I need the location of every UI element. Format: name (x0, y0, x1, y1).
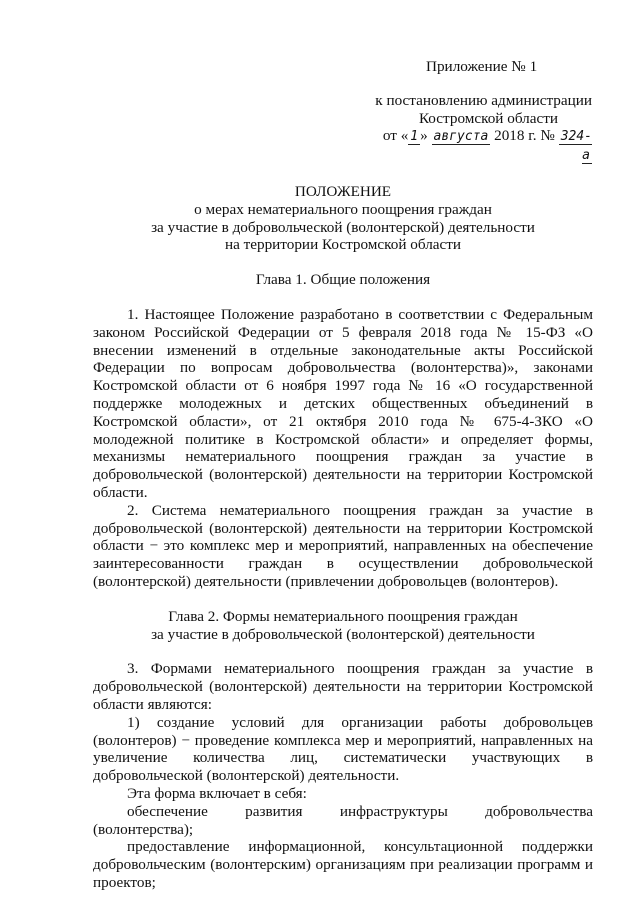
date-mid: » (420, 127, 428, 145)
document-body (93, 183, 593, 892)
decree-month: августа (433, 129, 489, 145)
date-prefix: от « (382, 127, 409, 145)
decree-number: 324-а (560, 129, 592, 164)
paragraph-1: 1. Настоящее Положение разработано в соответствии с Федеральным законом Российской Федерации от 5 февраля 2018 года № 15-ФЗ «О внесении изменений в отдельные законодательные акты Российской Федерации по вопросам добровольчества (волонтерства)», законами Костромской области от 6 ноября 1997 года № 16 «О государственной поддержке молодежных и детских общественных объединений в Костромской области», от 21 октября 2010 года № 675-4-ЗКО «О молодежной политике в Костромской области» и определяет формы, механизмы нематериального поощрения граждан за участие в добровольческой (волонтерской) деятельности на территории Костромской области. (93, 305, 593, 501)
document-title (93, 183, 593, 254)
paragraph-5: Эта форма включает в себя: (127, 784, 307, 802)
decree-day: 1 (410, 129, 419, 145)
title-line-1: о мерах нематериального поощрения граждан (194, 200, 492, 218)
annex-line-2: Костромской области (418, 109, 558, 127)
title-line-3: на территории Костромской области (224, 236, 462, 254)
chapter-2-line-2: за участие в добровольческой (волонтерской) деятельности (151, 625, 535, 643)
title-main: ПОЛОЖЕНИЕ (294, 183, 392, 200)
annex-title: Приложение № 1 (426, 58, 538, 75)
paragraph-2: 2. Система нематериального поощрения граждан за участие в добровольческой (волонтерской) деятельности на территории Костромской области − это комплекс мер и мероприятий, направленных на обеспечение заинтересованности граждан в осуществлении добровольческой (волонтерской) деятельности (привлечении добровольцев (волонтеров). (93, 501, 593, 590)
spacer (93, 591, 593, 608)
paragraph-7: предоставление информационной, консультационной поддержки добровольческим (волонтерским) организациям при реализации программ и проектов; (93, 838, 593, 891)
decree-date-line (374, 127, 592, 165)
decree-year-number-label: 2018 г. № (494, 127, 555, 145)
paragraph-6: обеспечение развития инфраструктуры добровольчества (волонтерства); (93, 802, 593, 838)
title-line-2: за участие в добровольческой (волонтерской) деятельности (151, 218, 535, 236)
annex-line-1: к постановлению администрации (375, 91, 592, 109)
annex-header (374, 58, 614, 165)
paragraph-3: 3. Формами нематериального поощрения граждан за участие в добровольческой (волонтерской) деятельности на территории Костромской области являются: (93, 660, 593, 713)
annex-reference (374, 92, 592, 165)
paragraph-4: 1) создание условий для организации работы добровольцев (волонтеров) − проведение комплекса мер и мероприятий, направленных на увеличение количества лиц, систематически участвующих в добровольческой (волонтерской) деятельности. (93, 713, 593, 785)
chapter-2-heading (93, 608, 593, 644)
chapter-1-heading: Глава 1. Общие положения (255, 271, 431, 289)
chapter-2-line-1: Глава 2. Формы нематериального поощрения граждан (168, 607, 518, 625)
